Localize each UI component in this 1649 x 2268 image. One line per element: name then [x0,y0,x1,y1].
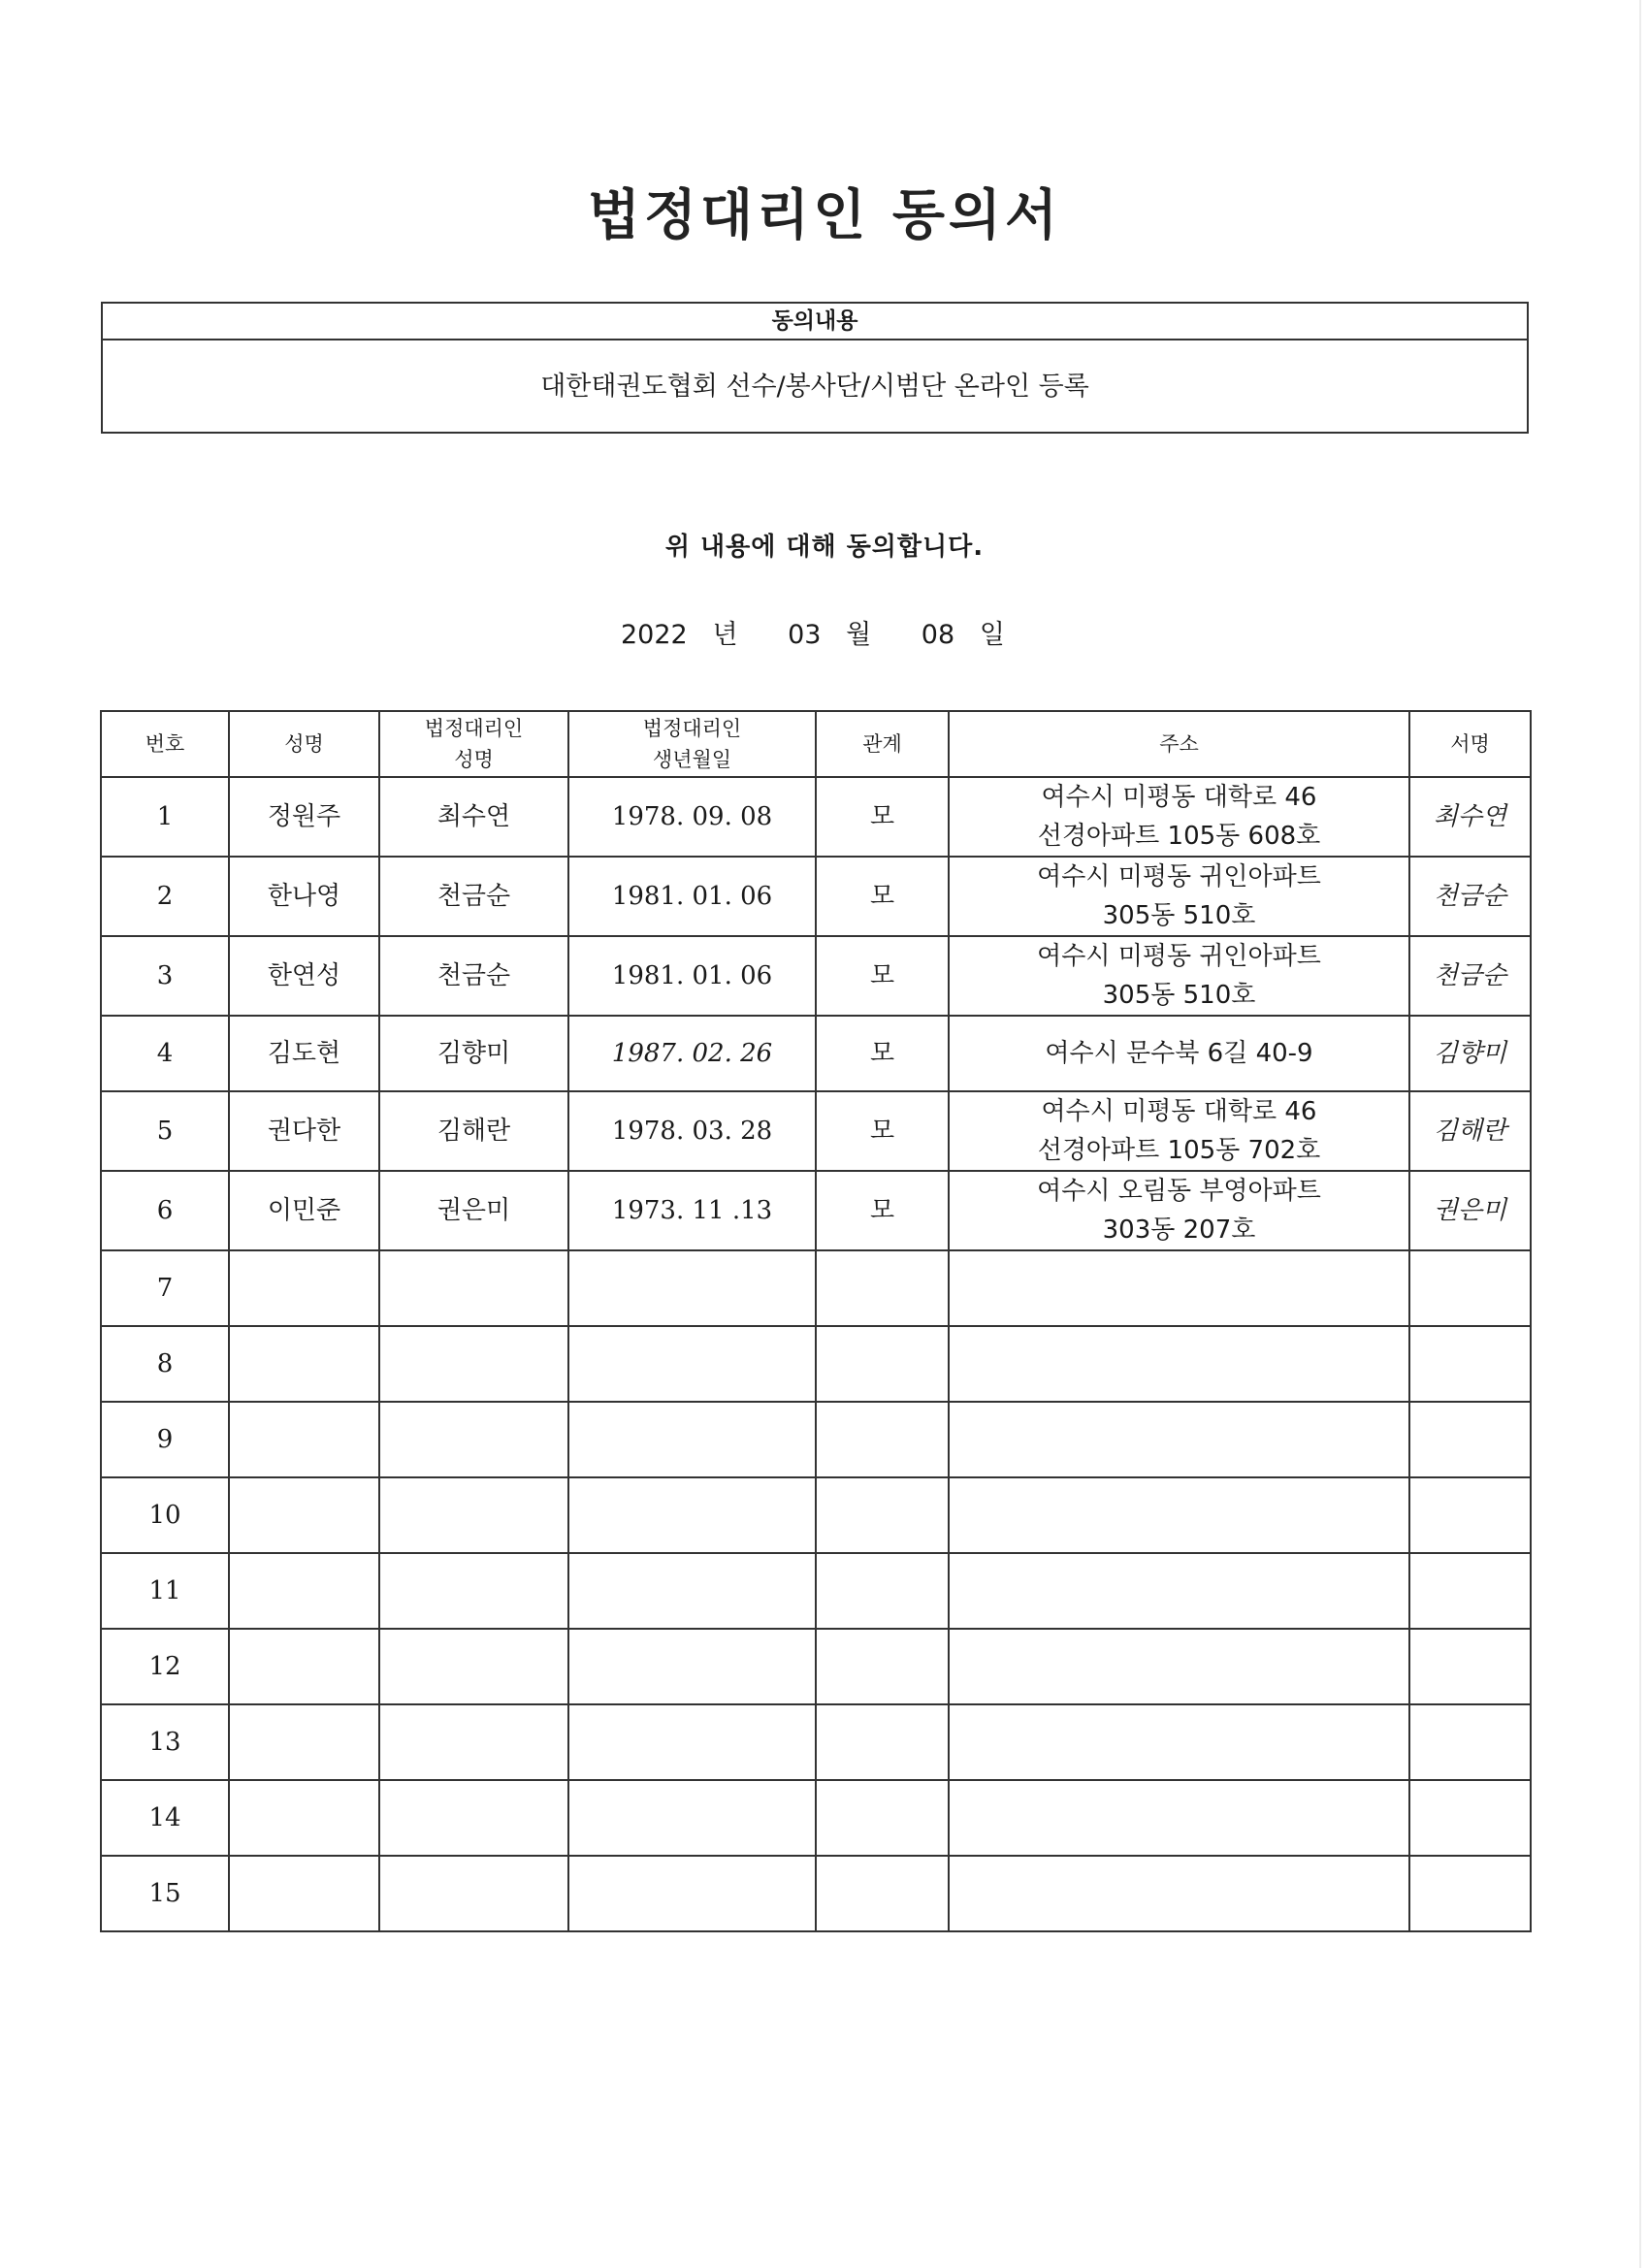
date-month-unit: 월 [846,620,872,650]
table-row [101,857,1531,936]
cell-no: 10 [101,1477,229,1553]
consent-heading: 동의내용 [103,304,1527,340]
date-year-unit: 년 [712,620,738,650]
cell-name [229,1780,379,1856]
cell-guardian-name [379,1402,568,1477]
table-row [101,1629,1531,1704]
address-line-1: 여수시 미평동 대학로 46 [1041,1097,1317,1126]
table-row [101,1402,1531,1477]
cell-address [949,1553,1409,1629]
table-row [101,1091,1531,1171]
cell-signature: 김향미 [1409,1016,1531,1091]
cell-relation [816,1780,949,1856]
cell-signature: 천금순 [1409,857,1531,936]
cell-no: 1 [101,777,229,857]
date-year: 2022 [621,620,688,650]
cell-relation: 모 [816,1016,949,1091]
header-address: 주소 [949,711,1409,777]
address-line-2: 305동 510호 [1102,901,1256,930]
cell-no: 7 [101,1250,229,1326]
cell-guardian-name [379,1553,568,1629]
cell-guardian-birth: 1981. 01. 06 [568,857,816,936]
table-row [101,1704,1531,1780]
cell-guardian-birth [568,1629,816,1704]
address-line-2: 선경아파트 105동 702호 [1037,1136,1321,1165]
header-guardian-name [379,711,568,777]
cell-guardian-birth [568,1553,816,1629]
cell-name [229,1553,379,1629]
cell-relation [816,1250,949,1326]
address-line-2: 303동 207호 [1102,1215,1256,1245]
cell-address [949,1016,1409,1091]
cell-no: 9 [101,1402,229,1477]
address-line-1: 여수시 오림동 부영아파트 [1037,1177,1321,1206]
cell-guardian-birth [568,1856,816,1931]
cell-address [949,1477,1409,1553]
consent-box [101,302,1529,434]
table-row [101,1553,1531,1629]
cell-guardian-name [379,1326,568,1402]
header-guardian-name-line2: 성명 [454,748,494,771]
header-relation: 관계 [816,711,949,777]
cell-signature: 최수연 [1409,777,1531,857]
cell-no: 8 [101,1326,229,1402]
cell-address [949,1250,1409,1326]
cell-guardian-birth: 1978. 09. 08 [568,777,816,857]
cell-signature [1409,1856,1531,1931]
cell-name [229,1402,379,1477]
cell-guardian-name [379,1250,568,1326]
cell-relation [816,1477,949,1553]
cell-relation: 모 [816,1171,949,1250]
cell-signature [1409,1477,1531,1553]
cell-no: 4 [101,1016,229,1091]
cell-relation [816,1704,949,1780]
cell-name: 한나영 [229,857,379,936]
cell-guardian-birth: 1973. 11 .13 [568,1171,816,1250]
cell-signature [1409,1326,1531,1402]
cell-guardian-birth [568,1402,816,1477]
table-row [101,777,1531,857]
address-line-1: 여수시 미평동 귀인아파트 [1037,942,1321,971]
cell-guardian-birth: 1978. 03. 28 [568,1091,816,1171]
cell-no: 15 [101,1856,229,1931]
cell-signature [1409,1553,1531,1629]
cell-address [949,857,1409,936]
header-name: 성명 [229,711,379,777]
consent-content: 대한태권도협회 선수/봉사단/시범단 온라인 등록 [540,372,1089,402]
cell-relation: 모 [816,777,949,857]
header-signature: 서명 [1409,711,1531,777]
address-line-2: 선경아파트 105동 608호 [1037,822,1321,851]
table-header-row [101,711,1531,777]
table-row [101,1171,1531,1250]
cell-name: 김도현 [229,1016,379,1091]
cell-guardian-name: 김향미 [379,1016,568,1091]
table-row [101,1477,1531,1553]
address-line-2: 305동 510호 [1102,981,1256,1010]
table-row [101,936,1531,1016]
cell-no: 11 [101,1553,229,1629]
cell-relation [816,1629,949,1704]
cell-guardian-birth: 1981. 01. 06 [568,936,816,1016]
cell-address [949,1091,1409,1171]
cell-address [949,777,1409,857]
cell-name [229,1477,379,1553]
cell-name [229,1326,379,1402]
cell-relation [816,1402,949,1477]
cell-guardian-name [379,1780,568,1856]
table-row [101,1016,1531,1091]
cell-address [949,1780,1409,1856]
address-line-1: 여수시 문수북 6길 40-9 [1045,1039,1313,1068]
cell-guardian-name [379,1704,568,1780]
cell-address [949,1704,1409,1780]
cell-name [229,1704,379,1780]
cell-no: 5 [101,1091,229,1171]
cell-name: 권다한 [229,1091,379,1171]
cell-relation [816,1326,949,1402]
date-line [621,613,1005,651]
header-guardian-birth-line2: 생년월일 [652,748,732,771]
cell-address [949,1171,1409,1250]
document-title: 법정대리인 동의서 [587,184,1062,247]
cell-name: 정원주 [229,777,379,857]
header-guardian-birth [568,711,816,777]
cell-signature [1409,1704,1531,1780]
cell-address [949,1402,1409,1477]
cell-relation: 모 [816,1091,949,1171]
cell-guardian-name: 김해란 [379,1091,568,1171]
cell-name: 이민준 [229,1171,379,1250]
cell-signature: 권은미 [1409,1171,1531,1250]
cell-signature [1409,1250,1531,1326]
header-no: 번호 [101,711,229,777]
cell-address [949,1856,1409,1931]
scan-edge [1639,0,1641,2268]
cell-guardian-birth [568,1780,816,1856]
cell-guardian-birth [568,1250,816,1326]
cell-guardian-name [379,1856,568,1931]
table-row [101,1856,1531,1931]
cell-address [949,1326,1409,1402]
agreement-statement: 위 내용에 대해 동의합니다. [664,533,985,562]
cell-no: 12 [101,1629,229,1704]
cell-guardian-birth [568,1477,816,1553]
header-guardian-name-line1: 법정대리인 [424,717,524,740]
cell-relation [816,1856,949,1931]
cell-guardian-name: 최수연 [379,777,568,857]
cell-guardian-birth [568,1704,816,1780]
cell-no: 2 [101,857,229,936]
cell-signature: 천금순 [1409,936,1531,1016]
cell-no: 14 [101,1780,229,1856]
cell-no: 13 [101,1704,229,1780]
cell-no: 3 [101,936,229,1016]
header-guardian-birth-line1: 법정대리인 [642,717,742,740]
cell-name [229,1629,379,1704]
date-month: 03 [788,620,822,650]
table-row [101,1250,1531,1326]
cell-guardian-birth: 1987. 02. 26 [568,1016,816,1091]
cell-guardian-name: 권은미 [379,1171,568,1250]
cell-name: 한연성 [229,936,379,1016]
address-line-1: 여수시 미평동 대학로 46 [1041,783,1317,812]
cell-address [949,1629,1409,1704]
cell-guardian-name: 천금순 [379,936,568,1016]
table-row [101,1326,1531,1402]
cell-relation [816,1553,949,1629]
cell-relation: 모 [816,936,949,1016]
cell-signature [1409,1629,1531,1704]
cell-guardian-name [379,1477,568,1553]
cell-relation: 모 [816,857,949,936]
cell-name [229,1250,379,1326]
cell-name [229,1856,379,1931]
address-line-1: 여수시 미평동 귀인아파트 [1037,862,1321,891]
cell-guardian-name [379,1629,568,1704]
cell-guardian-name: 천금순 [379,857,568,936]
date-day: 08 [921,620,955,650]
cell-signature [1409,1780,1531,1856]
cell-signature: 김해란 [1409,1091,1531,1171]
cell-guardian-birth [568,1326,816,1402]
cell-no: 6 [101,1171,229,1250]
date-day-unit: 일 [979,620,1005,650]
table-row [101,1780,1531,1856]
cell-signature [1409,1402,1531,1477]
guardian-table [100,710,1532,1932]
cell-address [949,936,1409,1016]
